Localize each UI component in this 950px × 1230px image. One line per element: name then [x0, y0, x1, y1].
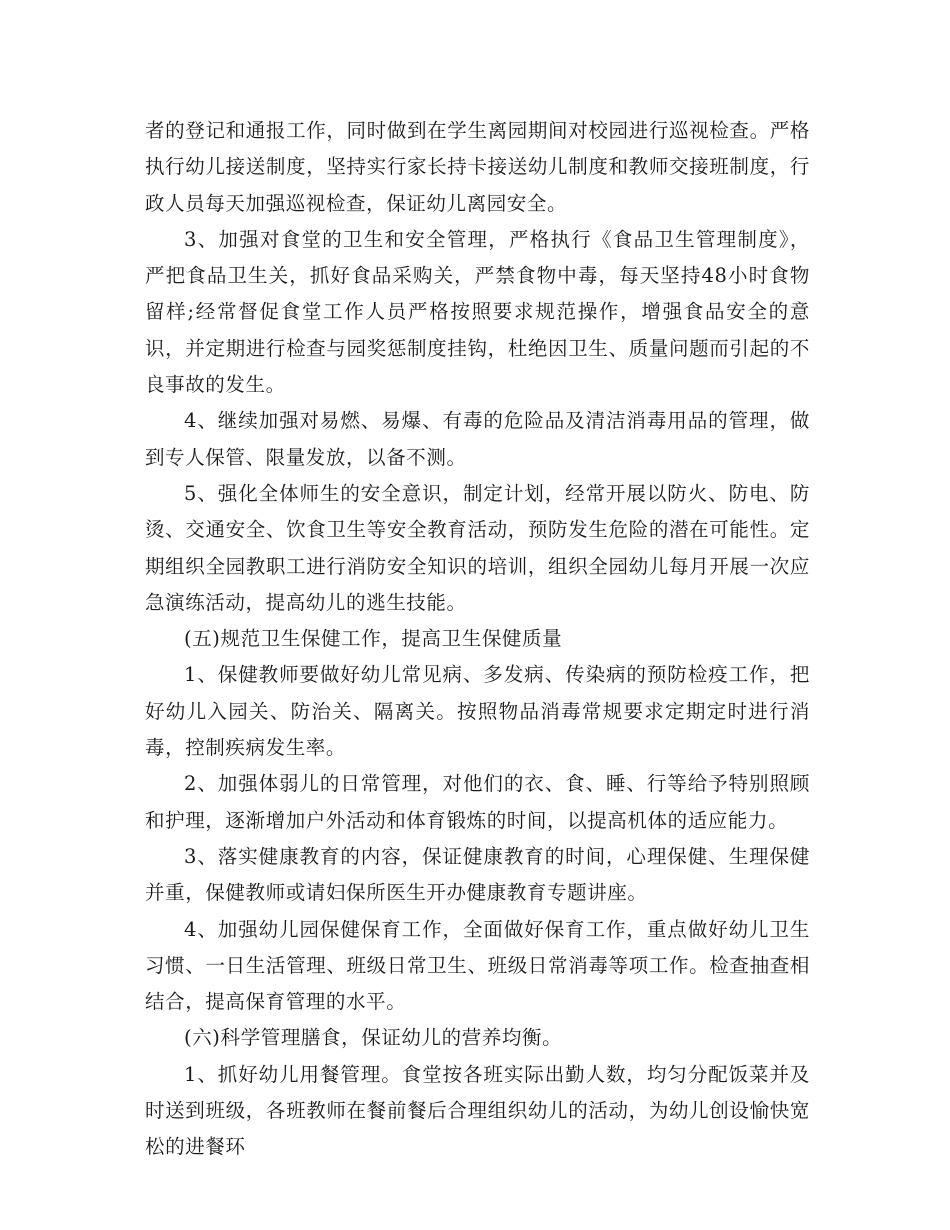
- paragraph-item-4-care-work: 4、加强幼儿园保健保育工作，全面做好保育工作，重点做好幼儿卫生习惯、一日生活管理、班级日常卫生、班级日常消毒等项工作。检查抽查相结合，提高保育管理的水平。: [145, 917, 810, 1014]
- paragraph-continuation: 者的登记和通报工作，同时做到在学生离园期间对校园进行巡视检查。严格执行幼儿接送制度，坚持实行家长持卡接送幼儿制度和教师交接班制度，行政人员每天加强巡视检查，保证幼儿离园安全。: [145, 119, 810, 215]
- section-heading-6: (六)科学管理膳食，保证幼儿的营养均衡。: [184, 1026, 563, 1050]
- paragraph-item-3-health-education: 3、落实健康教育的内容，保证健康教育的时间，心理保健、生理保健并重，保健教师或请妇保所医生开办健康教育专题讲座。: [145, 844, 810, 905]
- paragraph-item-1-meal-management: 1、抓好幼儿用餐管理。食堂按各班实际出勤人数，均匀分配饭菜并及时送到班级，各班教师在餐前餐后合理组织幼儿的活动，为幼儿创设愉快宽松的进餐环: [145, 1062, 810, 1159]
- paragraph-item-1-disease-prevention: 1、保健教师要做好幼儿常见病、多发病、传染病的预防检疫工作，把好幼儿入园关、防治关、隔离关。按照物品消毒常规要求定期定时进行消毒，控制疾病发生率。: [145, 663, 810, 760]
- section-heading-5: (五)规范卫生保健工作，提高卫生保健质量: [184, 627, 563, 651]
- paragraph-item-5-safety-awareness: 5、强化全体师生的安全意识，制定计划，经常开展以防火、防电、防烫、交通安全、饮食卫生等安全教育活动，预防发生危险的潜在可能性。定期组织全园教职工进行消防安全知识的培训，组织全园幼儿每月开展一次应急演练活动，提高幼儿的逃生技能。: [145, 481, 810, 614]
- paragraph-item-3-canteen: 3、加强对食堂的卫生和安全管理，严格执行《食品卫生管理制度》，严把食品卫生关，抓好食品采购关，严禁食物中毒，每天坚持48小时食物留样;经常督促食堂工作人员严格按照要求规范操作，增强食品安全的意识，并定期进行检查与园奖惩制度挂钩，杜绝因卫生、质量问题而引起的不良事故的发生。: [145, 227, 810, 397]
- paragraph-item-4-hazardous-goods: 4、继续加强对易燃、易爆、有毒的危险品及清洁消毒用品的管理，做到专人保管、限量发放，以备不测。: [145, 409, 810, 469]
- paragraph-item-2-weak-children: 2、加强体弱儿的日常管理，对他们的衣、食、睡、行等给予特别照顾和护理，逐渐增加户外活动和体育锻炼的时间，以提高机体的适应能力。: [145, 772, 810, 832]
- document-page: [145, 113, 810, 1166]
